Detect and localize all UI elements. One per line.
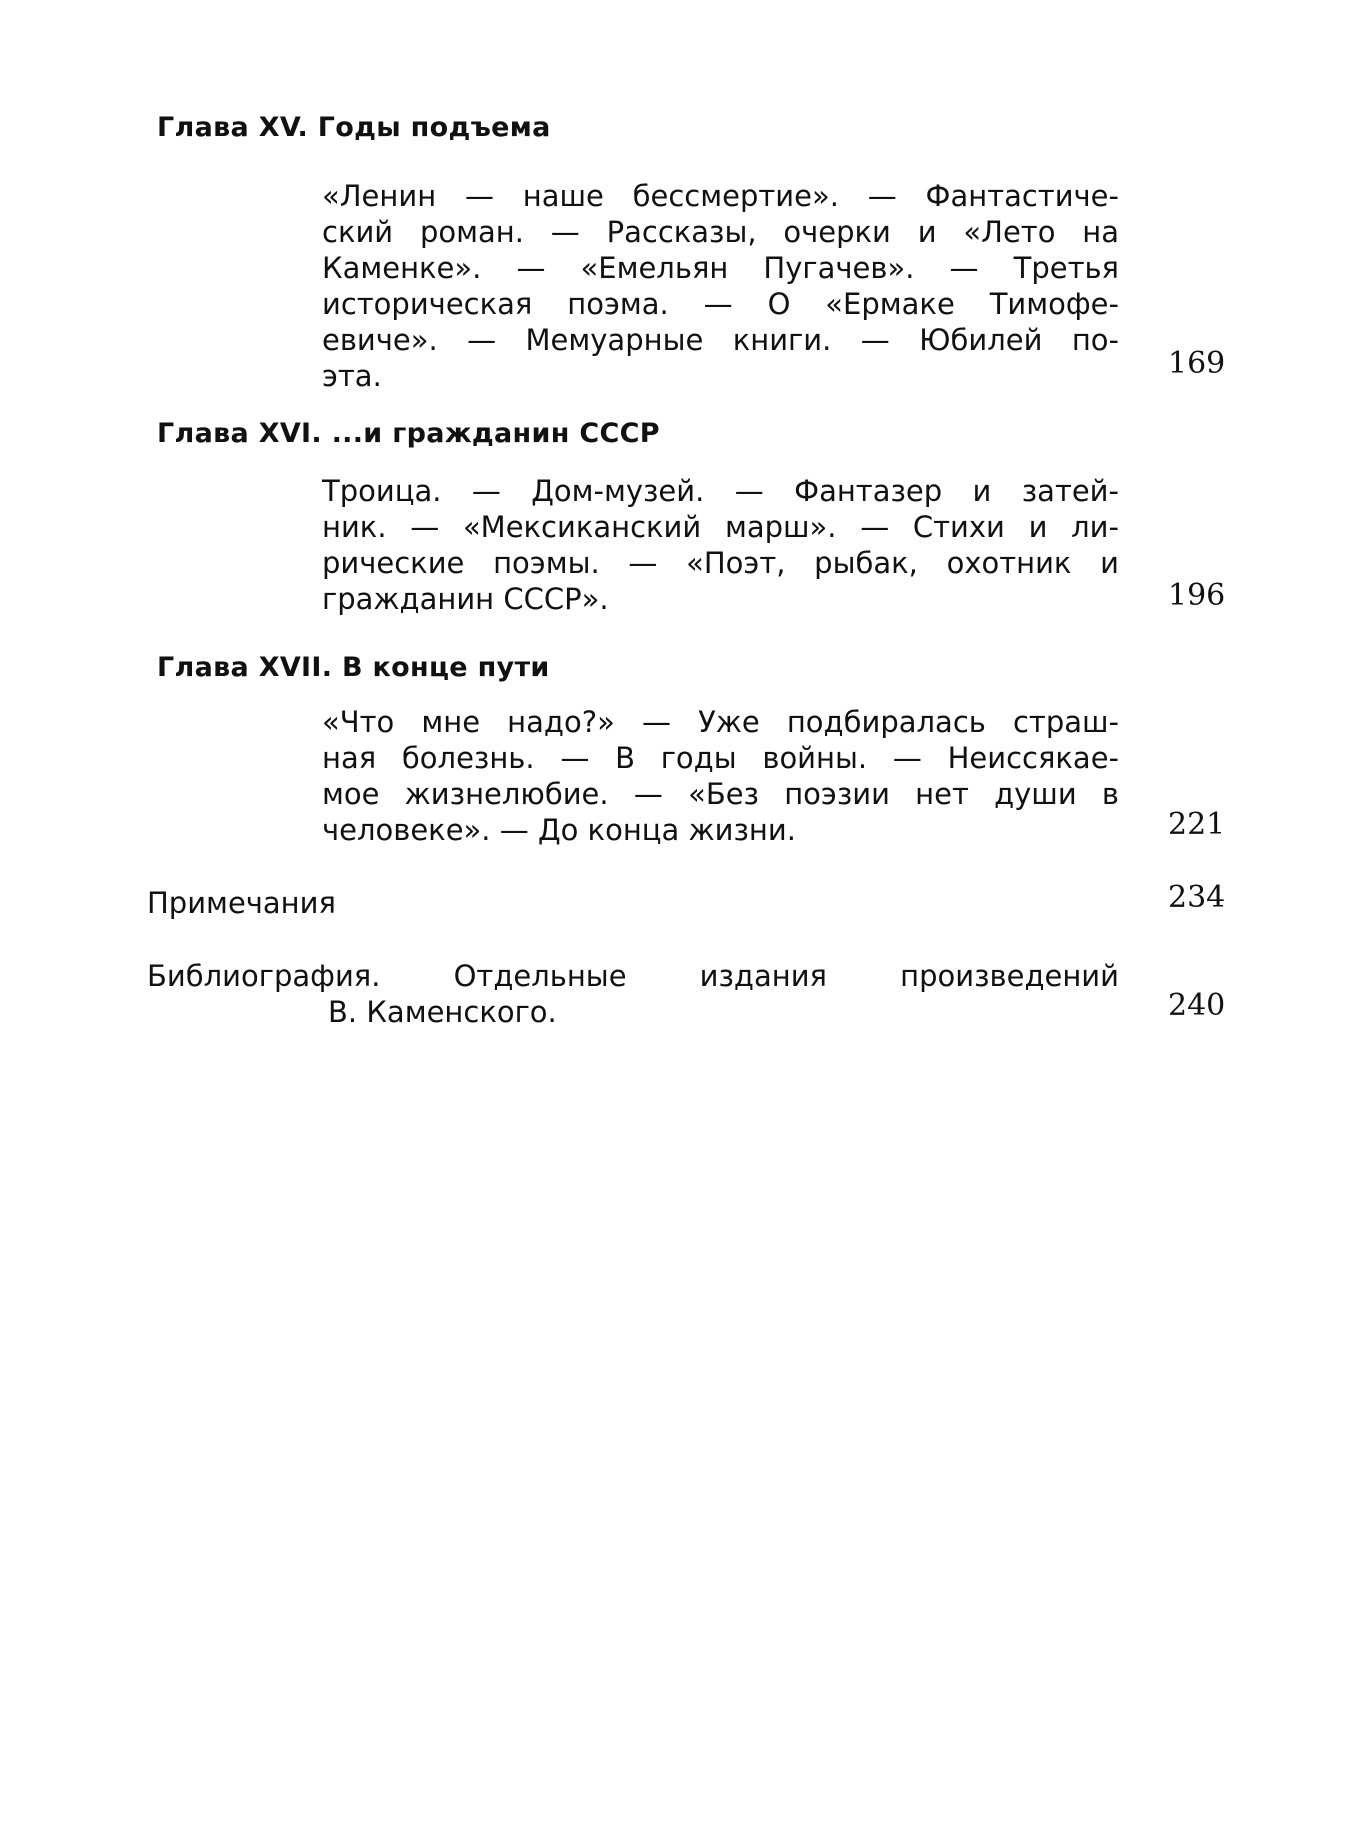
chapter-15-description xyxy=(322,178,1119,394)
chapter-16-description xyxy=(322,473,1119,617)
chapter-15-line-6: эта. xyxy=(322,359,382,393)
chapter-16-page-number: 196 xyxy=(1168,578,1226,613)
chapter-15-page-number: 169 xyxy=(1168,346,1226,381)
chapter-16-line-3: рические поэмы. — «Поэт, рыбак, охотник и xyxy=(322,546,1119,580)
chapter-17-line-4: человеке». — До конца жизни. xyxy=(322,813,796,847)
chapter-16-line-1: Троица. — Дом-музей. — Фантазер и затей- xyxy=(322,474,1119,508)
chapter-17-description xyxy=(322,704,1119,848)
chapter-16-title: Глава XVI. ...и гражданин СССР xyxy=(157,418,660,449)
bibliography-page-number: 240 xyxy=(1168,988,1226,1023)
chapter-17-line-2: ная болезнь. — В годы войны. — Неиссякае- xyxy=(322,741,1119,775)
chapter-15-line-3: Каменке». — «Емельян Пугачев». — Третья xyxy=(322,251,1119,285)
chapter-15-title: Глава XV. Годы подъема xyxy=(157,112,551,143)
notes-entry: Примечания xyxy=(147,886,336,920)
bibliography-line-2: В. Каменского. xyxy=(328,995,557,1029)
chapter-15-line-5: евиче». — Мемуарные книги. — Юбилей по- xyxy=(322,323,1119,357)
chapter-15-line-1: «Ленин — наше бессмертие». — Фантастиче- xyxy=(322,179,1119,213)
chapter-17-line-3: мое жизнелюбие. — «Без поэзии нет души в xyxy=(322,777,1119,811)
chapter-15-line-2: ский роман. — Рассказы, очерки и «Лето на xyxy=(322,215,1119,249)
chapter-17-title: Глава XVII. В конце пути xyxy=(157,652,550,683)
chapter-15-line-4: историческая поэма. — О «Ермаке Тимофе- xyxy=(322,287,1119,321)
chapter-16-line-2: ник. — «Мексиканский марш». — Стихи и ли- xyxy=(322,510,1119,544)
chapter-17-page-number: 221 xyxy=(1168,807,1226,842)
bibliography-line-1: Библиография. Отдельные издания произведений xyxy=(147,959,1119,993)
chapter-17-line-1: «Что мне надо?» — Уже подбиралась страш- xyxy=(322,705,1119,739)
chapter-16-line-4: гражданин СССР». xyxy=(322,582,609,616)
bibliography-entry xyxy=(147,958,1119,1030)
notes-page-number: 234 xyxy=(1168,880,1226,915)
